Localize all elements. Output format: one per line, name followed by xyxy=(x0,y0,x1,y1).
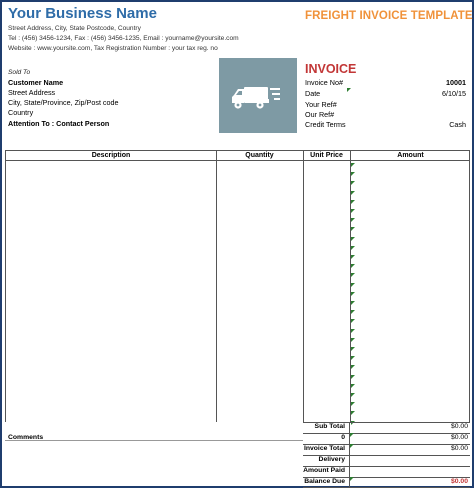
header-divider xyxy=(6,160,469,161)
delivery-label: Delivery xyxy=(318,456,345,463)
attention-to: Attention To : Contact Person xyxy=(8,119,110,128)
comments-label: Comments xyxy=(8,434,44,441)
cell-marker xyxy=(351,200,355,204)
totals-section xyxy=(5,422,470,486)
business-website: Website : www.yoursite.com, Tax Registration Number : your tax reg. no xyxy=(8,45,218,52)
totals-row-tax xyxy=(303,433,470,443)
cell-marker xyxy=(350,433,354,437)
business-contact: Tel : (456) 3456-1234, Fax : (456) 3456-1235, Email : yourname@yoursite.com xyxy=(8,35,239,42)
totals-row-amount-paid xyxy=(303,466,470,476)
invoice-no-label: Invoice No# xyxy=(305,78,343,87)
cell-marker xyxy=(351,283,355,287)
balance-due-value[interactable]: $0.00 xyxy=(450,478,468,485)
business-name: Your Business Name xyxy=(8,5,157,22)
cell-marker xyxy=(351,292,355,296)
cell-marker xyxy=(351,319,355,323)
cell-marker xyxy=(351,218,355,222)
invoice-total-value[interactable]: $0.00 xyxy=(450,445,468,452)
totals-row-balance-due xyxy=(303,477,470,488)
subtotal-label: Sub Total xyxy=(314,423,345,430)
logo-placeholder xyxy=(219,58,297,133)
credit-terms-value[interactable]: Cash xyxy=(449,120,466,129)
items-table xyxy=(5,150,470,422)
date-label: Date xyxy=(305,89,321,98)
tax-value[interactable]: $0.00 xyxy=(450,434,468,441)
customer-city: City, State/Province, Zip/Post code xyxy=(8,98,119,107)
cell-marker xyxy=(351,227,355,231)
date-value[interactable]: 6/10/15 xyxy=(442,89,466,98)
invoice-title: INVOICE xyxy=(305,62,357,76)
credit-terms-label: Credit Terms xyxy=(305,120,346,129)
cell-marker xyxy=(351,181,355,185)
cell-marker xyxy=(347,88,351,92)
col-header-unit-price: Unit Price xyxy=(310,152,343,159)
column-divider xyxy=(303,151,304,422)
cell-marker xyxy=(351,273,355,277)
totals-row-subtotal xyxy=(303,422,470,432)
your-ref-label: Your Ref# xyxy=(305,100,337,109)
cell-marker xyxy=(351,310,355,314)
cell-marker xyxy=(351,163,355,167)
cell-marker xyxy=(351,347,355,351)
cell-marker xyxy=(351,237,355,241)
cell-marker xyxy=(351,264,355,268)
cell-marker xyxy=(351,338,355,342)
cell-marker xyxy=(351,365,355,369)
cell-marker xyxy=(351,172,355,176)
cell-marker xyxy=(351,402,355,406)
cell-marker xyxy=(351,255,355,259)
customer-country: Country xyxy=(8,108,34,117)
col-header-amount: Amount xyxy=(397,152,424,159)
comments-divider xyxy=(5,440,303,441)
cell-marker xyxy=(351,393,355,397)
cell-marker xyxy=(351,384,355,388)
business-address: Street Address, City, State Postcode, Country xyxy=(8,25,141,32)
tax-label: 0 xyxy=(341,434,345,441)
col-header-quantity: Quantity xyxy=(245,152,274,159)
invoice-no-value[interactable]: 10001 xyxy=(446,78,466,87)
column-divider xyxy=(216,151,217,422)
invoice-total-label: Invoice Total xyxy=(303,445,345,452)
cell-marker xyxy=(350,477,354,481)
cell-marker xyxy=(351,375,355,379)
template-title: FREIGHT INVOICE TEMPLATE xyxy=(305,10,473,22)
cell-marker xyxy=(351,191,355,195)
cell-marker xyxy=(351,246,355,250)
cell-marker xyxy=(350,444,354,448)
cell-marker xyxy=(351,356,355,360)
customer-street: Street Address xyxy=(8,88,56,97)
col-header-description: Description xyxy=(91,152,131,159)
subtotal-value[interactable]: $0.00 xyxy=(450,423,468,430)
totals-row-invoice-total xyxy=(303,444,470,454)
balance-due-label: Balance Due xyxy=(304,478,345,485)
cell-marker xyxy=(351,411,355,415)
customer-name: Customer Name xyxy=(8,78,64,87)
sold-to-label: Sold To xyxy=(8,69,31,76)
our-ref-label: Our Ref# xyxy=(305,110,335,119)
cell-marker xyxy=(351,209,355,213)
truck-icon xyxy=(219,58,297,133)
amount-paid-label: Amount Paid xyxy=(303,467,345,474)
cell-marker xyxy=(351,329,355,333)
cell-marker xyxy=(351,301,355,305)
totals-row-delivery xyxy=(303,455,470,465)
